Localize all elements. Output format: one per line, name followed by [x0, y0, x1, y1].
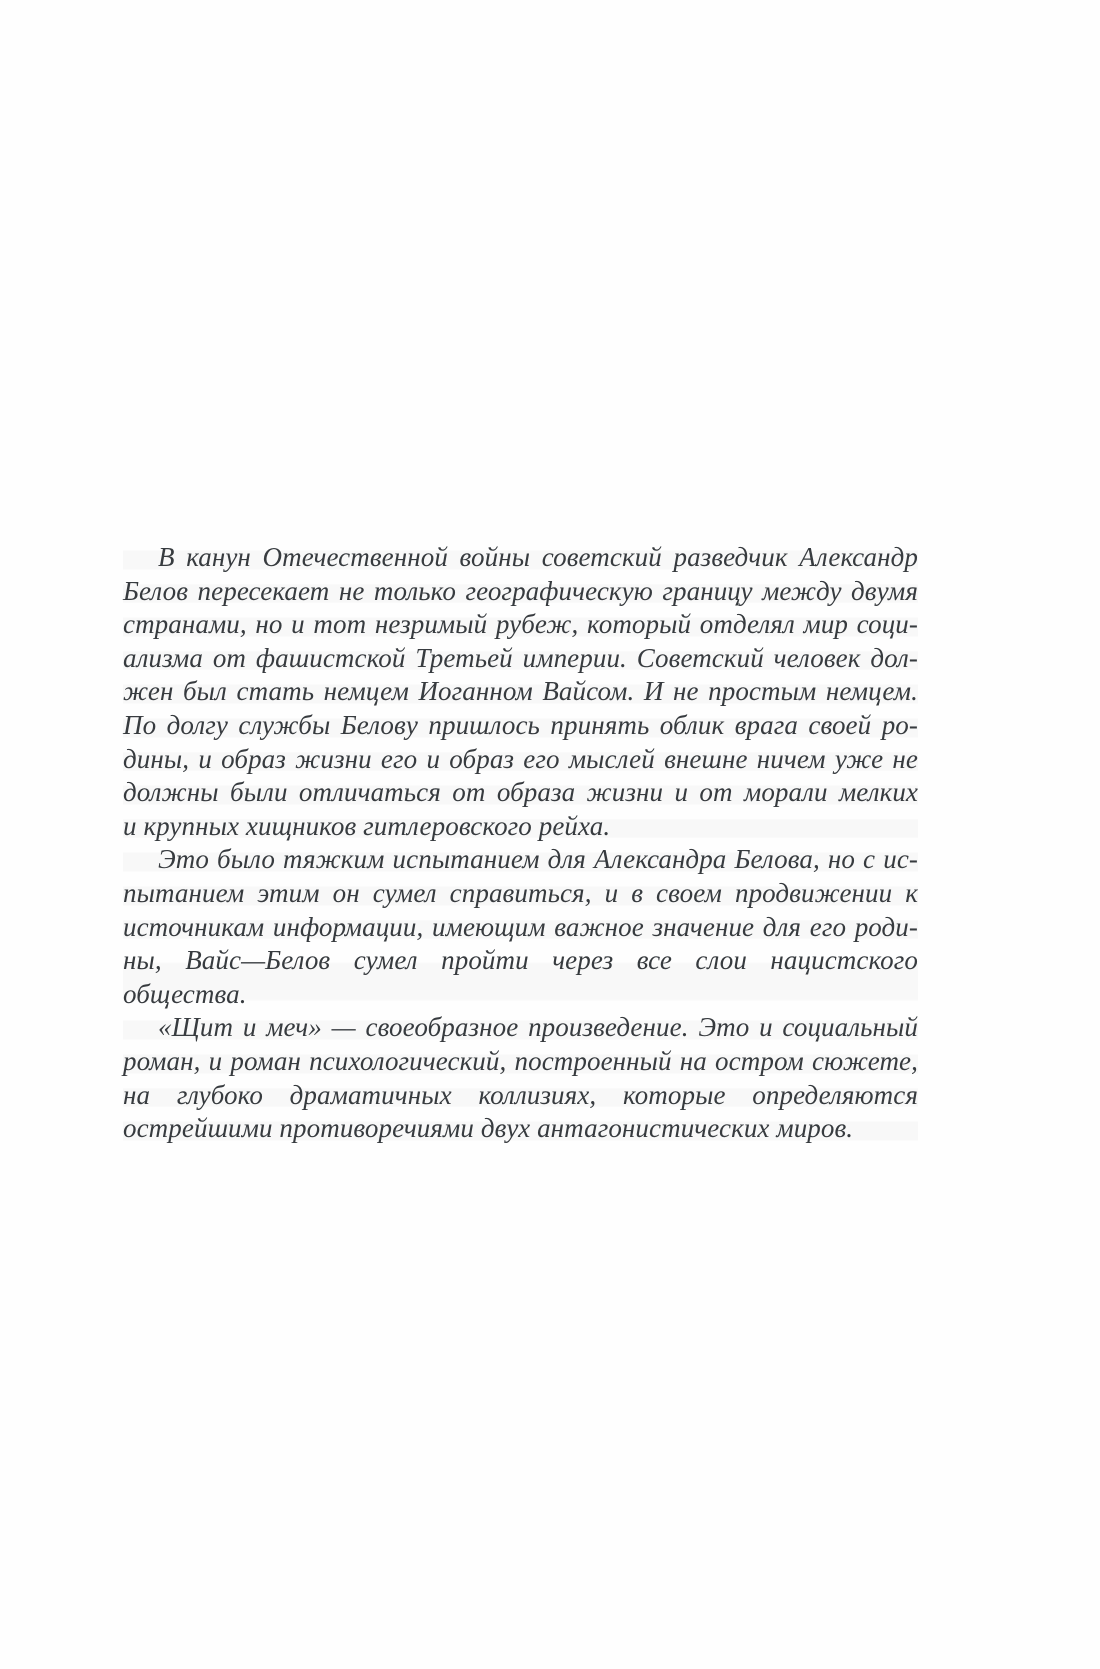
text-line: странами, но и тот незримый рубеж, который отделял мир соци-: [123, 608, 918, 642]
text-line: ализма от фашистской Третьей империи. Советский человек дол-: [123, 642, 918, 676]
text-line: пытанием этим он сумел справиться, и в своем продвижении к: [123, 877, 918, 911]
text-line: жен был стать немцем Иоганном Вайсом. И не простым немцем.: [123, 675, 918, 709]
text-line: «Щит и меч» — своеобразное произведение. Это и социальный: [123, 1011, 918, 1045]
text-line: ны, Вайс—Белов сумел пройти через все слои нацистского общества.: [123, 944, 918, 1011]
paragraph: [123, 541, 918, 843]
paragraph: [123, 843, 918, 1011]
text-line: Это было тяжким испытанием для Александра Белова, но с ис-: [123, 843, 918, 877]
text-line: роман, и роман психологический, построенный на остром сюжете,: [123, 1045, 918, 1079]
text-line: острейшими противоречиями двух антагонистических миров.: [123, 1112, 918, 1146]
text-line: Белов пересекает не только географическую границу между двумя: [123, 575, 918, 609]
text-line: на глубоко драматичных коллизиях, которые определяются: [123, 1079, 918, 1113]
text-line: дины, и образ жизни его и образ его мыслей внешне ничем уже не: [123, 743, 918, 777]
text-line: источникам информации, имеющим важное значение для его роди-: [123, 911, 918, 945]
text-line: и крупных хищников гитлеровского рейха.: [123, 810, 918, 844]
text-line: В канун Отечественной войны советский разведчик Александр: [123, 541, 918, 575]
paragraph: [123, 1011, 918, 1145]
text-line: должны были отличаться от образа жизни и от морали мелких: [123, 776, 918, 810]
annotation-text-block: [123, 541, 918, 1146]
text-line: По долгу службы Белову пришлось принять облик врага своей ро-: [123, 709, 918, 743]
